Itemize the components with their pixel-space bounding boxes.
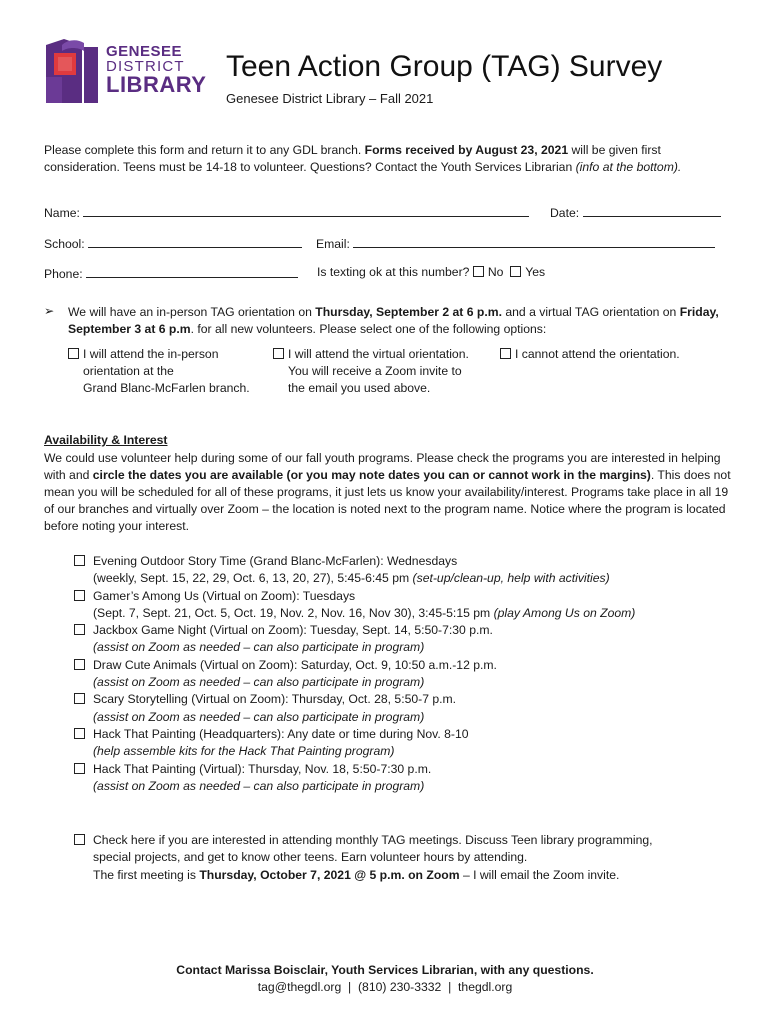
program-item [74, 761, 754, 796]
intro-text: Please complete this form and return it to any GDL branch. [44, 143, 365, 157]
availability-heading: Availability & Interest [44, 433, 168, 447]
program-title: Scary Storytelling (Virtual on Zoom): Thursday, Oct. 28, 5:50-7 p.m. [93, 692, 457, 707]
availability-instruction: circle the dates you are available (or you may note dates you can or cannot work in the margins) [92, 468, 651, 482]
phone-label: Phone: [44, 267, 83, 281]
option-text: Grand Blanc-McFarlen branch. [83, 381, 250, 395]
orientation-text-2: and a virtual TAG orientation on [501, 305, 680, 319]
program-note: (assist on Zoom as needed – can also participate in program) [93, 640, 425, 655]
orientation-text-3: . for all new volunteers. Please select one of the following options: [190, 322, 547, 336]
logo-wordmark [106, 44, 206, 96]
program-checkbox[interactable] [74, 590, 85, 601]
program-note: (set-up/clean-up, help with activities) [412, 571, 610, 586]
texting-yes-checkbox[interactable] [510, 266, 521, 277]
intro-note: (info at the bottom). [575, 160, 682, 174]
meetings-text: Check here if you are interested in attending monthly TAG meetings. Discuss Teen library programming, [93, 833, 653, 847]
logo-line-3: LIBRARY [106, 72, 207, 97]
date-label: Date: [550, 206, 580, 220]
orientation-virtual-date: Friday, September 3 at 6 p.m [68, 305, 719, 336]
date-row [550, 204, 721, 220]
option-text: I cannot attend the orientation. [515, 347, 680, 361]
program-title: Hack That Painting (Virtual): Thursday, Nov. 18, 5:50-7:30 p.m. [93, 761, 432, 776]
program-checkbox[interactable] [74, 659, 85, 670]
orientation-inperson-date: Thursday, September 2 at 6 p.m. [315, 305, 502, 319]
program-detail: (Sept. 7, Sept. 21, Oct. 5, Oct. 19, Nov. 2, Nov. 16, Nov 30), 3:45-5:15 pm [93, 605, 494, 620]
email-label: Email: [316, 237, 350, 251]
program-list [74, 553, 754, 795]
availability-paragraph [44, 450, 734, 535]
orientation-option-none [500, 346, 680, 363]
program-note: (assist on Zoom as needed – can also participate in program) [93, 778, 425, 793]
program-note: (help assemble kits for the Hack That Painting program) [93, 744, 395, 759]
phone-field[interactable] [86, 265, 298, 278]
program-checkbox[interactable] [74, 728, 85, 739]
footer [0, 962, 770, 996]
name-row [44, 204, 529, 220]
program-detail: (weekly, Sept. 15, 22, 29, Oct. 6, 13, 20, 27), 5:45-6:45 pm [93, 571, 413, 586]
program-note: (assist on Zoom as needed – can also participate in program) [93, 675, 425, 690]
meetings-section [74, 832, 754, 884]
school-field[interactable] [88, 235, 302, 248]
program-title: Draw Cute Animals (Virtual on Zoom): Saturday, Oct. 9, 10:50 a.m.-12 p.m. [93, 657, 497, 672]
page-subtitle: Genesee District Library – Fall 2021 [226, 91, 434, 106]
phone-row [44, 265, 298, 281]
program-note: (play Among Us on Zoom) [493, 605, 636, 620]
program-item [74, 657, 754, 692]
texting-yes-label: Yes [525, 265, 546, 279]
meetings-date: Thursday, October 7, 2021 @ 5 p.m. on Zoom [199, 867, 460, 882]
footer-info: tag@thegdl.org | (810) 230-3332 | thegdl.org [257, 980, 513, 994]
meetings-checkbox[interactable] [74, 834, 85, 845]
program-item [74, 588, 754, 623]
school-row [44, 235, 302, 251]
texting-row [317, 265, 545, 279]
program-title: Jackbox Game Night (Virtual on Zoom): Tuesday, Sept. 14, 5:50-7:30 p.m. [93, 623, 493, 638]
intro-paragraph [44, 142, 734, 176]
meetings-text: The first meeting is [93, 867, 200, 882]
orientation-paragraph [68, 304, 748, 338]
program-title: Gamer’s Among Us (Virtual on Zoom): Tuesdays [93, 588, 356, 603]
orientation-bullet: ➢ [44, 304, 55, 318]
name-label: Name: [44, 206, 80, 220]
name-field[interactable] [83, 204, 529, 217]
cannot-attend-checkbox[interactable] [500, 348, 511, 359]
email-field[interactable] [353, 235, 715, 248]
program-title: Evening Outdoor Story Time (Grand Blanc-McFarlen): Wednesdays [93, 554, 458, 568]
meetings-text: special projects, and get to know other teens. Earn volunteer hours by attending. [93, 850, 528, 865]
texting-label: Is texting ok at this number? [317, 265, 470, 279]
program-checkbox[interactable] [74, 555, 85, 566]
program-item [74, 726, 754, 761]
orientation-option-virtual [273, 346, 469, 397]
virtual-checkbox[interactable] [273, 348, 284, 359]
option-text: the email you used above. [288, 381, 431, 395]
footer-contact: Contact Marissa Boisclair, Youth Services Librarian, with any questions. [176, 963, 594, 977]
school-label: School: [44, 237, 85, 251]
meetings-text: – I will email the Zoom invite. [459, 867, 620, 882]
program-item [74, 622, 754, 657]
date-field[interactable] [583, 204, 721, 217]
intro-deadline: Forms received by August 23, 2021 [364, 143, 569, 157]
orientation-text: We will have an in-person TAG orientation on [68, 305, 316, 319]
logo-line-2: DISTRICT [106, 58, 185, 75]
inperson-checkbox[interactable] [68, 348, 79, 359]
texting-no-checkbox[interactable] [473, 266, 484, 277]
option-text: I will attend the in-person [83, 347, 219, 361]
option-text: You will receive a Zoom invite to [288, 364, 462, 378]
program-checkbox[interactable] [74, 624, 85, 635]
program-checkbox[interactable] [74, 763, 85, 774]
option-text: orientation at the [83, 364, 174, 378]
option-text: I will attend the virtual orientation. [288, 347, 469, 361]
availability-text: We could use volunteer help during some of our fall youth programs. Please check the programs you are interested in helping with and [44, 451, 721, 482]
program-item [74, 691, 754, 726]
availability-text-2: . This does not mean you will be scheduled for all of these programs, it just lets us know your availability/interest. Programs take place in all 19 of our branches and virtually over Zoom – the location is noted next to the program name. Notice where the program is located before noting your interest. [44, 468, 731, 533]
email-row [316, 235, 715, 251]
program-title: Hack That Painting (Headquarters): Any date or time during Nov. 8-10 [93, 726, 469, 741]
program-checkbox[interactable] [74, 693, 85, 704]
texting-no-label: No [487, 265, 504, 279]
program-item [74, 553, 754, 588]
orientation-option-inperson [68, 346, 250, 397]
logo-line-1: GENESEE [106, 43, 183, 60]
page-title: Teen Action Group (TAG) Survey [226, 50, 663, 83]
program-note: (assist on Zoom as needed – can also participate in program) [93, 709, 425, 724]
intro-text-2: will be given first consideration. Teens must be 14-18 to volunteer. Questions? Contact the Youth Services Librarian [44, 143, 661, 174]
